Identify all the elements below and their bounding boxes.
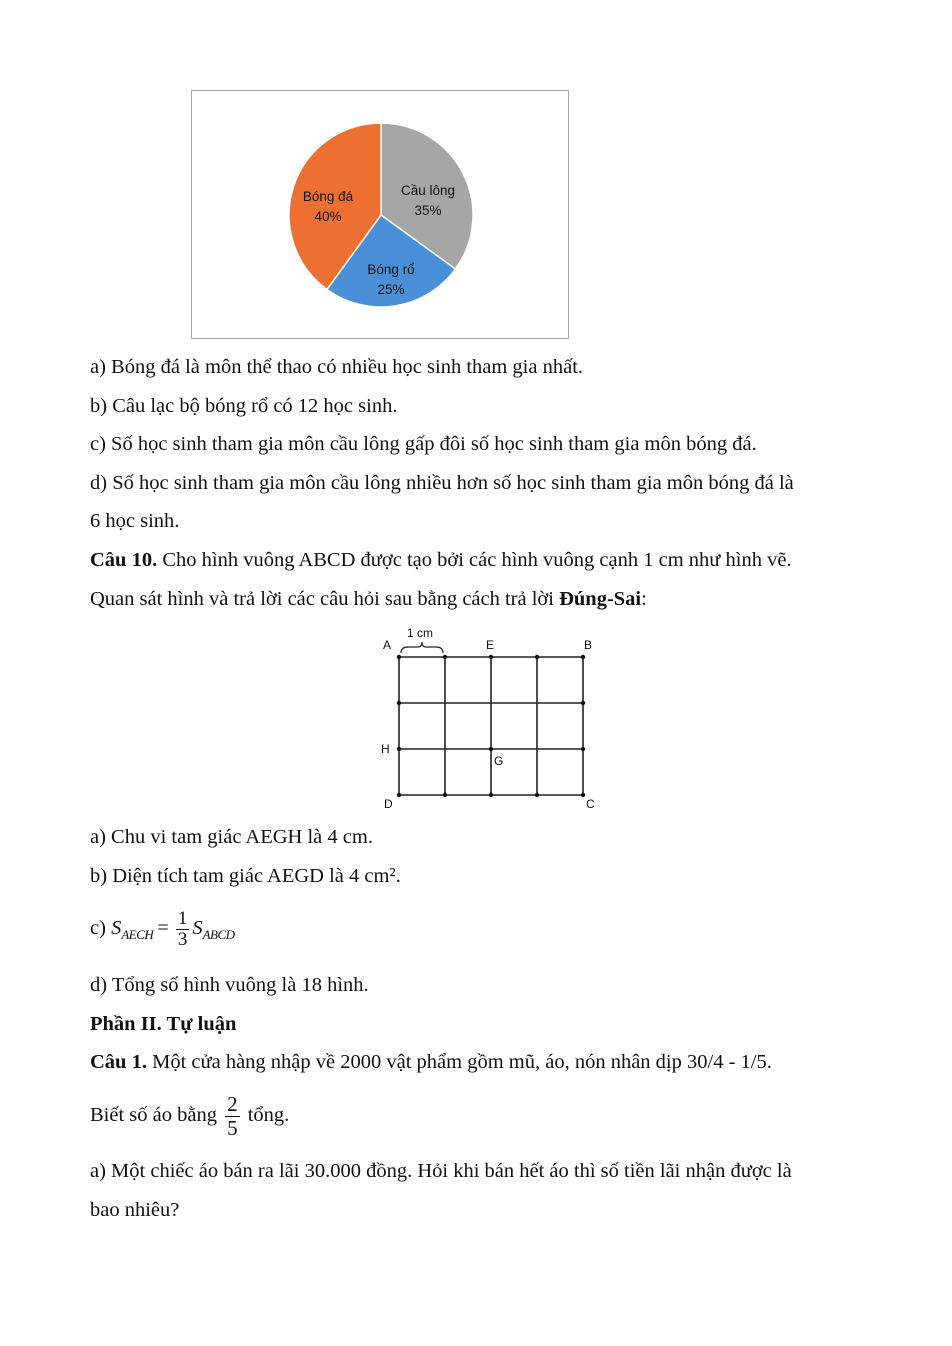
q10-option-b: b) Diện tích tam giác AEGD là 4 cm². (90, 865, 401, 887)
part2-q1-text1: Một cửa hàng nhập về 2000 vật phẩm gồm mũ, áo, nón nhân dịp 30/4 - 1/5. (146, 1051, 772, 1073)
pie-value-label-1: 25% (377, 282, 405, 297)
q10-option-c-prefix: c) (90, 917, 112, 939)
q10-option-c (90, 908, 235, 950)
point-label-c: C (586, 797, 595, 811)
q9-option-c: c) Số học sinh tham gia môn cầu lông gấp đôi số học sinh tham gia môn bóng đá. (90, 433, 757, 455)
point-label-h: H (381, 742, 390, 756)
part2-q1-text2b: tổng. (242, 1104, 290, 1127)
fraction-two-fifths (225, 1093, 240, 1140)
q10-text2a: Quan sát hình và trả lời các câu hỏi sau bằng cách trả lời (90, 588, 560, 610)
q9-option-d-line1: d) Số học sinh tham gia môn cầu lông nhiều hơn số học sinh tham gia môn bóng đá là (90, 472, 794, 494)
point-label-e: E (486, 638, 495, 652)
q10-option-d: d) Tổng số hình vuông là 18 hình. (90, 974, 369, 996)
point-label-b: B (584, 638, 593, 652)
q10-prompt-line2 (90, 586, 647, 612)
unit-label: 1 cm (407, 626, 434, 640)
math-s-abcd: S (192, 917, 203, 939)
pie-value-label-0: 35% (414, 203, 442, 218)
math-sub-aech: AECH (121, 927, 154, 942)
q10-option-a: a) Chu vi tam giác AEGH là 4 cm. (90, 826, 373, 848)
fraction-one-third (176, 909, 190, 950)
pie-chart-svg (192, 91, 570, 340)
part2-q1-label: Câu 1. (90, 1051, 147, 1073)
pie-value-label-2: 40% (314, 209, 342, 224)
unit-brace (401, 642, 443, 653)
math-s-aech: S (111, 917, 122, 939)
point-label-d: D (384, 797, 393, 811)
pie-chart (191, 90, 569, 339)
fraction-numerator: 1 (177, 907, 188, 929)
part2-q1-a-line2: bao nhiêu? (90, 1199, 180, 1221)
part2-q1-line1 (90, 1049, 772, 1075)
part2-heading: Phần II. Tự luận (90, 1013, 237, 1035)
q10-prompt-line1 (90, 547, 792, 573)
q10-text2c: : (641, 588, 647, 610)
part2-q1-a-line1: a) Một chiếc áo bán ra lãi 30.000 đồng. Hỏi khi bán hết áo thì số tiền lãi nhận được là (90, 1160, 792, 1182)
pie-label-2: Bóng đá (302, 189, 354, 204)
q9-option-d-line2: 6 học sinh. (90, 510, 180, 532)
part2-q1-text2a: Biết số áo bằng (90, 1104, 223, 1127)
math-equals: = (157, 917, 169, 939)
q9-option-a: a) Bóng đá là môn thể thao có nhiều học sinh tham gia nhất. (90, 356, 584, 378)
q9-option-b: b) Câu lạc bộ bóng rổ có 12 học sinh. (90, 395, 398, 417)
point-label-a: A (383, 638, 392, 652)
point-label-g: G (494, 754, 504, 768)
q10-true-false: Đúng-Sai (559, 588, 642, 610)
q10-label: Câu 10. (90, 549, 158, 571)
q10-text1: Cho hình vuông ABCD được tạo bởi các hình vuông cạnh 1 cm như hình vẽ. (157, 549, 792, 571)
pie-label-0: Cầu lông (400, 183, 456, 198)
fraction-numerator: 2 (227, 1092, 238, 1116)
pie-label-1: Bóng rổ (367, 262, 415, 277)
fraction-denominator: 5 (227, 1116, 238, 1140)
grid-lines (399, 657, 583, 795)
square-grid-figure (370, 620, 610, 815)
fraction-denominator: 3 (177, 928, 188, 950)
math-sub-abcd: ABCD (202, 927, 235, 942)
part2-q1-line2 (90, 1093, 289, 1140)
